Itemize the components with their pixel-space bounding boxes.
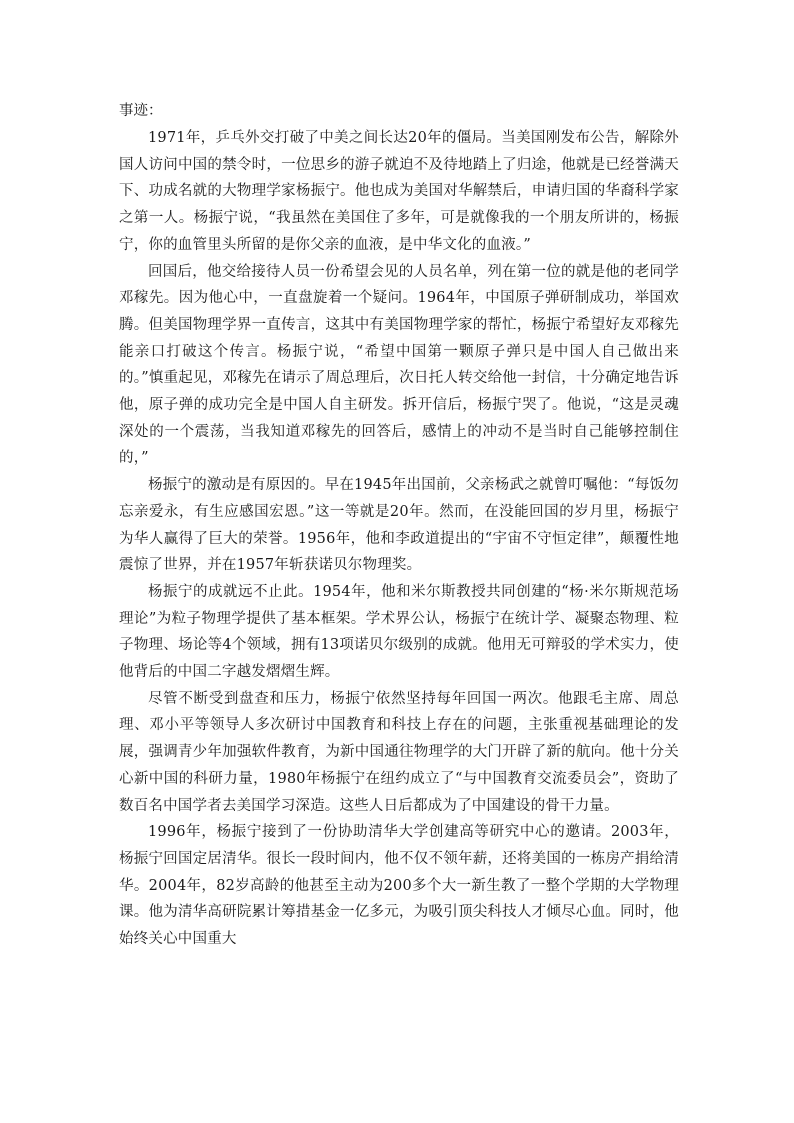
paragraph-3: 杨振宁的激动是有原因的。早在1945年出国前，父亲杨武之就曾叮嘱他：“每饭勿忘亲爱永，有生应感国宏恩。”这一等就是20年。然而，在没能回国的岁月里，杨振宁为华人赢得了巨大的荣誉。1956年，他和李政道提出的“宇宙不守恒定律”，颠覆性地震惊了世界，并在1957年斩获诺贝尔物理奖。 — [119, 477, 679, 574]
paragraph-1: 1971年，乒乓外交打破了中美之间长达20年的僵局。当美国刚发布公告，解除外国人访问中国的禁令时，一位思乡的游子就迫不及待地踏上了归途，他就是已经誉满天下、功成名就的大物理学家杨振宁。他也成为美国对华解禁后，申请归国的华裔科学家之第一人。杨振宁说，“我虽然在美国住了多年，可是就像我的一个朋友所讲的，杨振宁，你的血管里头所留的是你父亲的血液，是中华文化的血液。” — [119, 130, 679, 253]
paragraph-5: 尽管不断受到盘查和压力，杨振宁依然坚持每年回国一两次。他跟毛主席、周总理、邓小平等领导人多次研讨中国教育和科技上存在的问题，主张重视基础理论的发展，强调青少年加强软件教育，为新中国通往物理学的大门开辟了新的航向。他十分关心新中国的科研力量，1980年杨振宁在纽约成立了“与中国教育交流委员会”，资助了数百名中国学者去美国学习深造。这些人日后都成为了中国建设的骨干力量。 — [119, 690, 679, 814]
paragraph-2: 回国后，他交给接待人员一份希望会见的人员名单，列在第一位的就是他的老同学邓稼先。因为他心中，一直盘旋着一个疑问。1964年，中国原子弹研制成功，举国欢腾。但美国物理学界一直传言，这其中有美国物理学家的帮忙，杨振宁希望好友邓稼先能亲口打破这个传言。杨振宁说，“希望中国第一颗原子弹只是中国人自己做出来的。”慎重起见，邓稼先在请示了周总理后，次日托人转交给他一封信，十分确定地告诉他，原子弹的成功完全是中国人自主研发。拆开信后，杨振宁哭了。他说，“这是灵魂深处的一个震荡，当我知道邓稼先的回答后，感情上的冲动不是当时自己能够控制住的，” — [119, 263, 679, 467]
paragraph-6: 1996年，杨振宁接到了一份协助清华大学创建高等研究中心的邀请。2003年，杨振宁回国定居清华。很长一段时间内，他不仅不领年薪，还将美国的一栋房产捐给清华。2004年，82岁高龄的他甚至主动为200多个大一新生教了一整个学期的大学物理课。他为清华高研院累计筹措基金一亿多元，为吸引顶尖科技人才倾尽心血。同时，他始终关心中国重大 — [119, 824, 679, 948]
paragraph-4: 杨振宁的成就远不止此。1954年，他和米尔斯教授共同创建的“杨·米尔斯规范场理论”为粒子物理学提供了基本框架。学术界公认，杨振宁在统计学、凝聚态物理、粒子物理、场论等4个领域，拥有13项诺贝尔级别的成就。他用无可辩驳的学术实力，使他背后的中国二字越发熠熠生辉。 — [119, 583, 679, 681]
document-body — [119, 98, 679, 953]
section-heading: 事迹： — [119, 103, 163, 119]
